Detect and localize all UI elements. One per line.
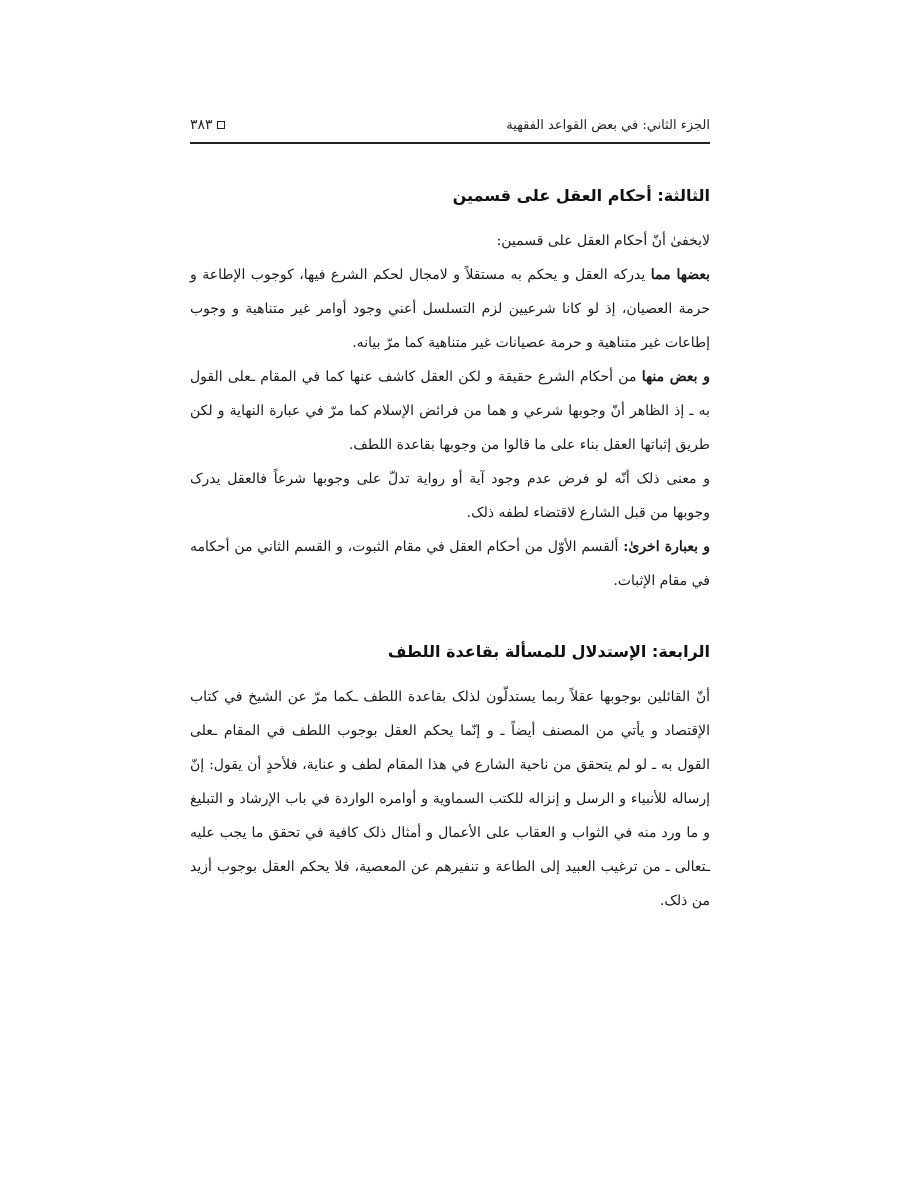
paragraph-in-other-words xyxy=(190,530,710,598)
paragraph-text: يدركه العقل و يحكم به مستقلاً و لامجال لحكم الشرع فيها، كوجوب الإطاعة و حرمة العصيان، إذ لو كانا شرعيين لزم التسلسل أعني وجود أوامر غير متناهية و وجوب إطاعات غير متناهية و حرمة عصيانات غير متناهية كما مرّ بيانه. xyxy=(190,267,710,351)
paragraph-lead: بعضها مما xyxy=(650,267,710,283)
page-body xyxy=(190,176,710,918)
paragraph-text: ألقسم الأوّل من أحكام العقل في مقام الثبوت، و القسم الثاني من أحكامه في مقام الإثبات. xyxy=(190,539,710,589)
paragraph-intro: لايخفىٰ أنّ أحكام العقل على قسمين: xyxy=(496,233,710,249)
header-divider xyxy=(190,142,710,144)
section-heading-fourth: الرابعة: الإستدلال للمسألة بقاعدة اللطف xyxy=(387,642,710,661)
paragraph-second-kind xyxy=(190,360,710,462)
section-heading-third: الثالثة: أحكام العقل على قسمين xyxy=(452,186,710,205)
running-header-title: الجزء الثاني: في بعض القواعد الفقهية xyxy=(506,117,710,133)
page-number: ٣٨٣ xyxy=(190,117,213,133)
square-outline-icon xyxy=(217,121,225,129)
paragraph-text: من أحكام الشرع حقيقة و لكن العقل كاشف عنها كما في المقام ـعلى القول به ـ إذ الظاهر أنّ وجوبها شرعي و هما من فرائض الإسلام كما مرّ في عبارة النهاية و لكن طريق إثباتها العقل بناء على ما قالوا من وجوبها بقاعدة اللطف. xyxy=(190,369,710,453)
running-header xyxy=(190,110,710,140)
paragraph-lead: و بعض منها xyxy=(641,369,710,385)
paragraph-meaning: و معنى ذلک أنّه لو فرض عدم وجود آية أو رواية تدلّ على وجوبها شرعاً فالعقل يدرک وجوبها من قبل الشارع لاقتضاء لطفه ذلک. xyxy=(190,471,710,521)
page-number-group xyxy=(190,117,225,133)
paragraph-lutf-argument: أنّ القائلين بوجوبها عقلاً ربما يستدلّون لذلک بقاعدة اللطف ـكما مرّ عن الشيخ في كتاب الإقتصاد و يأتي من المصنف أيضاً ـ و إنّما يحكم العقل بوجوب اللطف في المقام ـعلى القول به ـ لو لم يتحقق من ناحية الشارع في هذا المقام لطف و عناية، فلأحدٍ أن يقول: إنّ إرساله للأنبياء و الرسل و إنزاله للكتب السماوية و أوامره الواردة في باب الإرشاد و التبليغ و ما ورد منه في الثواب و العقاب على الأعمال و أمثال ذلک كافية في تحقق ما يجب عليه ـتعالى ـ من ترغيب العبيد إلى الطاعة و تنفيرهم عن المعصية، فلا يحكم العقل بوجوب أزيد من ذلک. xyxy=(190,689,710,909)
paragraph-first-kind xyxy=(190,258,710,360)
paragraph-lead: و بعبارة اخرىٰ: xyxy=(623,539,711,555)
